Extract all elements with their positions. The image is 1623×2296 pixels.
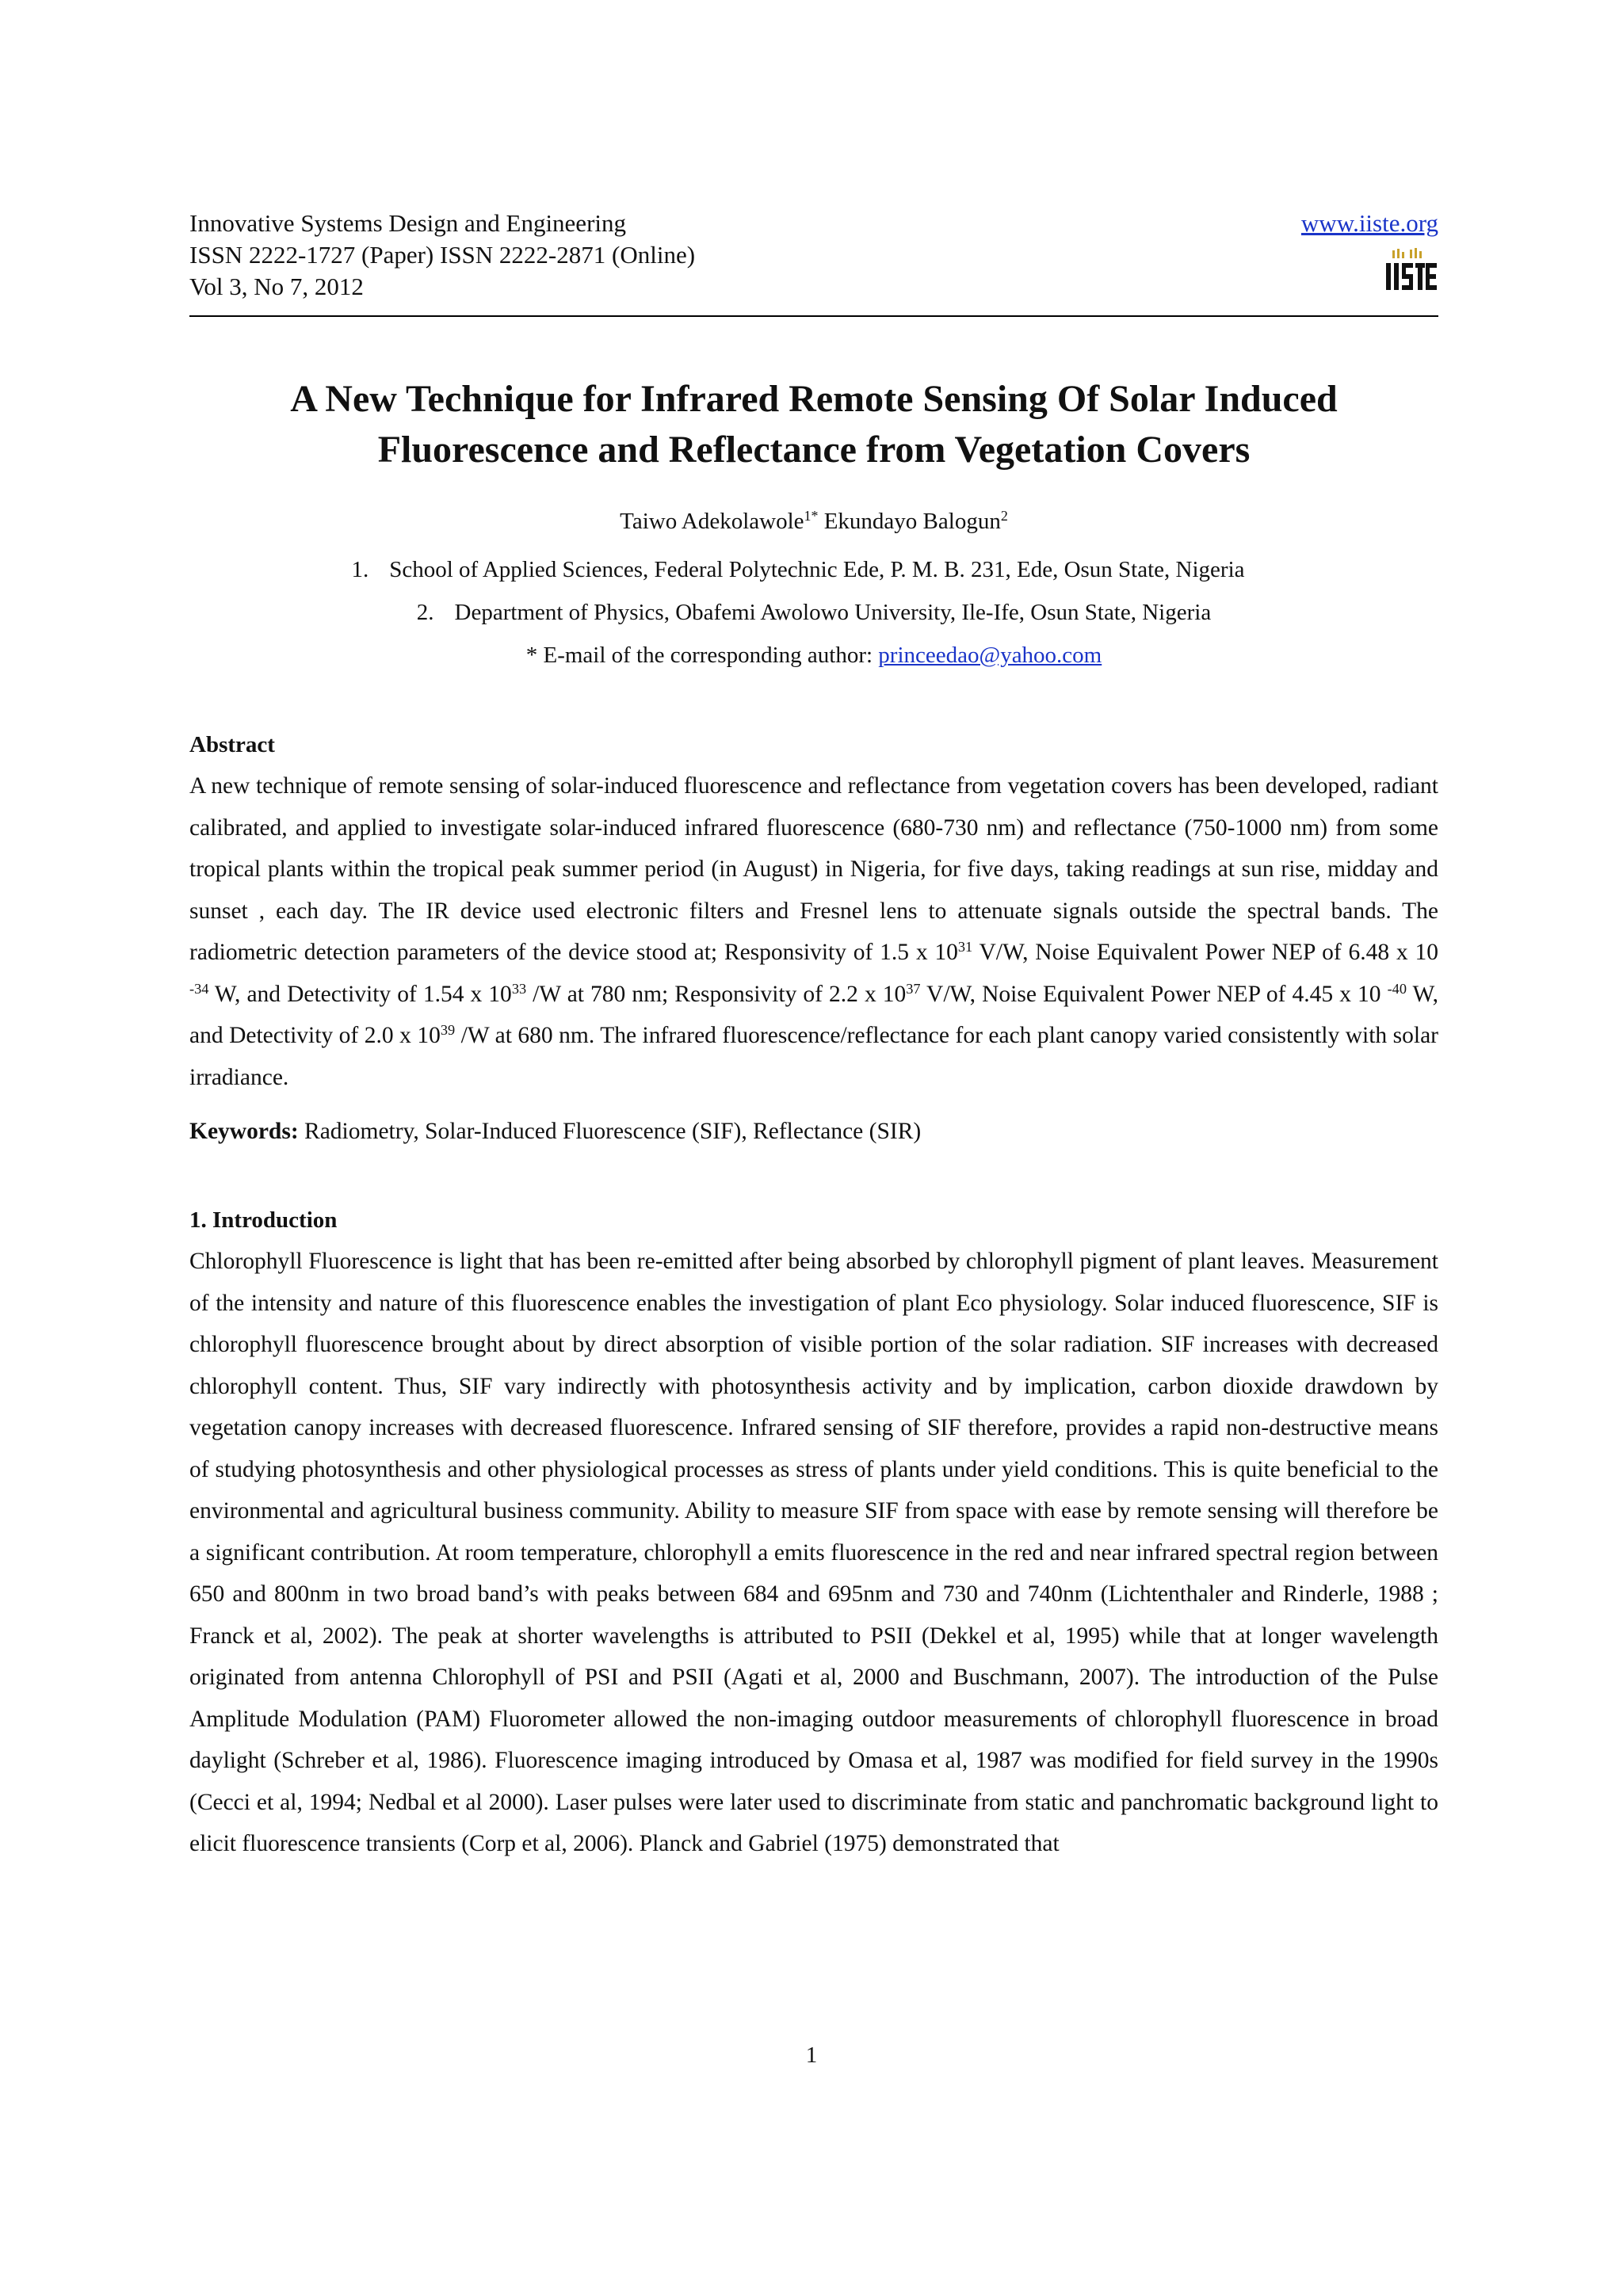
exponent: 37 bbox=[906, 980, 921, 997]
title-line-2: Fluorescence and Reflectance from Vegetation Covers bbox=[377, 429, 1251, 471]
abstract-run: V/W, Noise Equivalent Power NEP of 4.45 x 10 bbox=[920, 981, 1388, 1007]
page-number: 1 bbox=[805, 2042, 818, 2068]
author-superscript: 2 bbox=[1000, 508, 1008, 524]
exponent: 31 bbox=[957, 938, 973, 955]
paper-title bbox=[189, 374, 1438, 475]
affiliation-list bbox=[189, 548, 1438, 634]
affiliation-number: 2. bbox=[416, 600, 434, 625]
author-name: Taiwo Adekolawole bbox=[620, 509, 804, 534]
journal-volume: Vol 3, No 7, 2012 bbox=[189, 273, 364, 300]
exponent: 39 bbox=[440, 1021, 456, 1038]
title-line-1: A New Technique for Infrared Remote Sensing Of Solar Induced bbox=[290, 378, 1338, 420]
abstract-text bbox=[189, 765, 1438, 1098]
keywords-line bbox=[189, 1116, 1438, 1147]
exponent: -34 bbox=[189, 980, 209, 997]
introduction-heading: 1. Introduction bbox=[189, 1207, 338, 1233]
exponent: 33 bbox=[511, 980, 527, 997]
iiste-logo-icon bbox=[1381, 246, 1438, 303]
abstract-heading: Abstract bbox=[189, 732, 275, 757]
website-link[interactable]: www.iiste.org bbox=[1300, 209, 1438, 237]
affiliation-text: Department of Physics, Obafemi Awolowo University, Ile-Ife, Osun State, Nigeria bbox=[454, 600, 1212, 625]
journal-site bbox=[1301, 208, 1438, 303]
journal-info bbox=[189, 208, 695, 303]
abstract-run: /W at 680 nm. The infrared fluorescence/reflectance for each plant canopy varied consistently with solar irradiance. bbox=[189, 1023, 1438, 1090]
abstract-run: V/W, Noise Equivalent Power NEP of 6.48 x 10 bbox=[972, 940, 1438, 965]
exponent: -40 bbox=[1387, 980, 1407, 997]
header-divider bbox=[189, 315, 1438, 317]
abstract-run: W, and Detectivity of 2.0 x 10 bbox=[189, 981, 1438, 1048]
keywords-text: Radiometry, Solar-Induced Fluorescence (SIF), Reflectance (SIR) bbox=[298, 1119, 922, 1144]
author-name: Ekundayo Balogun bbox=[823, 509, 1001, 534]
affiliation-number: 1. bbox=[351, 557, 369, 582]
journal-header bbox=[189, 208, 1438, 318]
author-list bbox=[189, 505, 1438, 537]
affiliation-text: School of Applied Sciences, Federal Polytechnic Ede, P. M. B. 231, Ede, Osun State, Nigeria bbox=[389, 557, 1245, 582]
paper-page bbox=[189, 208, 1438, 1865]
author-superscript: 1* bbox=[804, 508, 819, 524]
email-prefix: * E-mail of the corresponding author: bbox=[525, 643, 879, 668]
journal-name: Innovative Systems Design and Engineering bbox=[189, 209, 627, 237]
abstract-run: /W at 780 nm; Responsivity of 2.2 x 10 bbox=[526, 981, 907, 1007]
corresponding-email bbox=[189, 634, 1438, 677]
journal-issn: ISSN 2222-1727 (Paper) ISSN 2222-2871 (Online) bbox=[189, 241, 696, 269]
keywords-label: Keywords: bbox=[189, 1119, 299, 1144]
abstract-run: A new technique of remote sensing of solar-induced fluorescence and reflectance from vegetation covers has been developed, radiant calibrated, and applied to investigate solar-induced infrared fluorescence (680-730 nm) and reflectance (750-1000 nm) from some tropical plants within the tropical peak summer period (in August) in Nigeria, for five days, taking readings at sun rise, midday and sunset , each day. The IR device used electronic filters and Fresnel lens to attenuate signals outside the spectral bands. The radiometric detection parameters of the device stood at; Responsivity of 1.5 x 10 bbox=[189, 773, 1438, 965]
affiliation-item bbox=[189, 591, 1438, 634]
affiliation-item bbox=[189, 548, 1438, 591]
introduction-text: Chlorophyll Fluorescence is light that has been re-emitted after being absorbed by chlorophyll pigment of plant leaves. Measurement of the intensity and nature of this fluorescence enables the investigation of plant Eco physiology. Solar induced fluorescence, SIF is chlorophyll fluorescence brought about by direct absorption of visible portion of the solar radiation. SIF increases with decreased chlorophyll content. Thus, SIF vary indirectly with photosynthesis activity and by implication, carbon dioxide drawdown by vegetation canopy increases with decreased fluorescence. Infrared sensing of SIF therefore, provides a rapid non-destructive means of studying photosynthesis and other physiological processes as stress of plants under yield conditions. This is quite beneficial to the environmental and agricultural business community. Ability to measure SIF from space with ease by remote sensing will therefore be a significant contribution. At room temperature, chlorophyll a emits fluorescence in the red and near infrared spectral region between 650 and 800nm in two broad band’s with peaks between 684 and 695nm and 730 and 740nm (Lichtenthaler and Rinderle, 1988 ; Franck et al, 2002). The peak at shorter wavelengths is attributed to PSII (Dekkel et al, 1995) while that at longer wavelength originated from antenna Chlorophyll of PSI and PSII (Agati et al, 2000 and Buschmann, 2007). The introduction of the Pulse Amplitude Modulation (PAM) Fluorometer allowed the non-imaging outdoor measurements of chlorophyll fluorescence in broad daylight (Schreber et al, 1986). Fluorescence imaging introduced by Omasa et al, 1987 was modified for field survey in the 1990s (Cecci et al, 1994; Nedbal et al 2000). Laser pulses were later used to discriminate from static and panchromatic background light to elicit fluorescence transients (Corp et al, 2006). Planck and Gabriel (1975) demonstrated that bbox=[189, 1249, 1438, 1856]
abstract-run: W, and Detectivity of 1.54 x 10 bbox=[208, 981, 512, 1007]
email-link[interactable]: princeedao@yahoo.com bbox=[878, 643, 1102, 668]
